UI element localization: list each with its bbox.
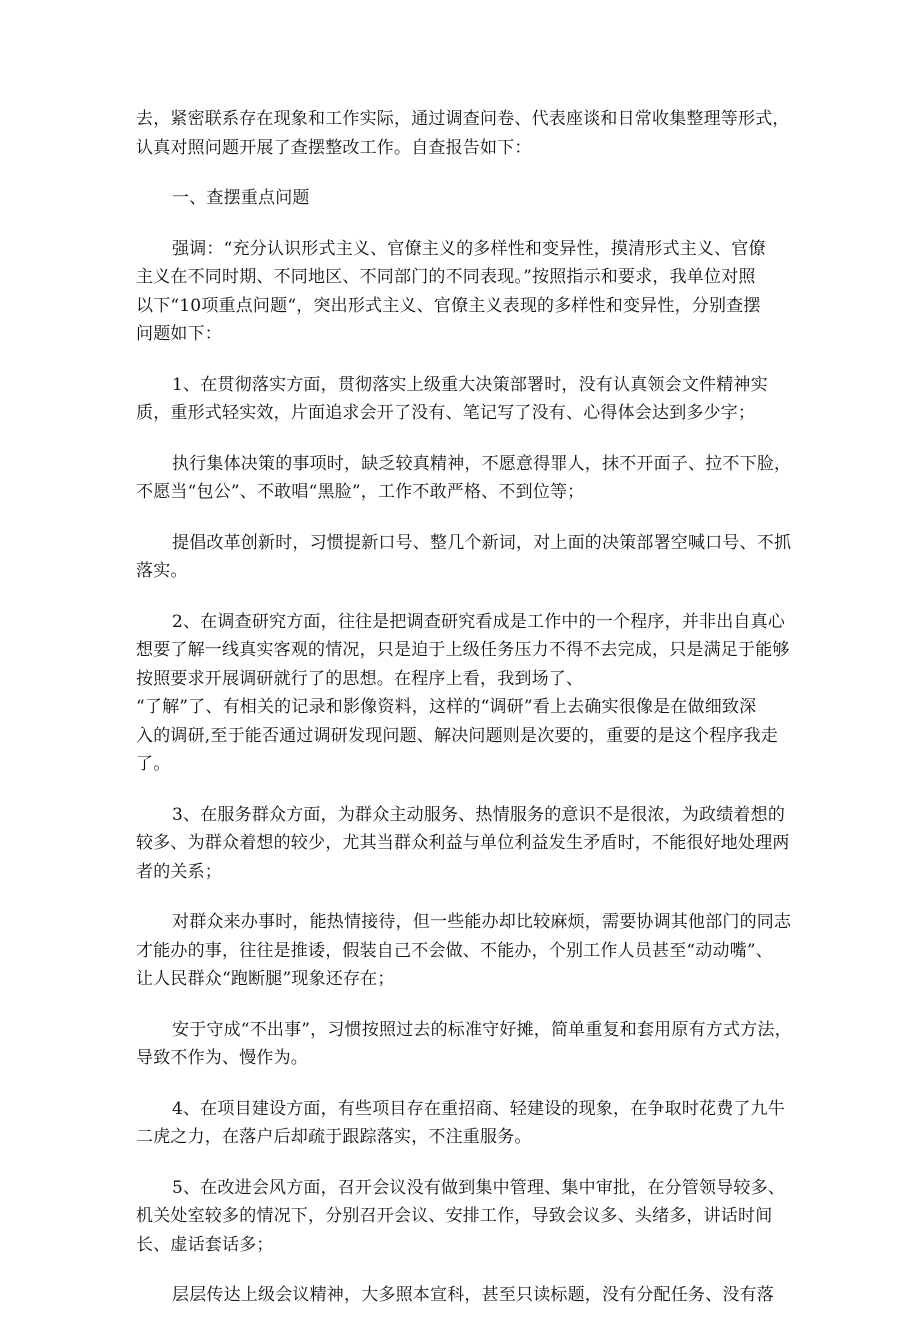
text-line: 3、在服务群众方面，为群众主动服务、热情服务的意识不是很浓，为政绩着想的	[172, 804, 786, 825]
text-line: 4、在项目建设方面，有些项目存在重招商、轻建设的现象，在争取时花费了九牛	[172, 1098, 786, 1119]
text-line: “了解”了、有相关的记录和影像资料，这样的“调研”看上去确实很像是在做细致深	[136, 697, 757, 717]
text-line: 者的关系；	[136, 861, 222, 882]
text-line: 认真对照问题开展了查摆整改工作。自查报告如下：	[136, 137, 532, 158]
document-page	[136, 105, 796, 1332]
text-line: 强调：“充分认识形式主义、官僚主义的多样性和变异性，摸清形式主义、官僚	[172, 238, 766, 259]
text-line: 落实。	[136, 561, 188, 581]
item-5-b-paragraph	[136, 1281, 796, 1310]
section-heading	[136, 184, 796, 213]
text-line: 入的调研,至于能否通过调研发现问题、解决问题则是次要的，重要的是这个程序我走	[136, 725, 779, 746]
item-1-paragraph	[136, 371, 796, 428]
item-3-paragraph	[136, 801, 796, 887]
text-line: 2、在调查研究方面，往往是把调查研究看成是工作中的一个程序，并非出自真心	[172, 611, 786, 632]
item-2-paragraph	[136, 608, 796, 779]
intro-paragraph	[136, 105, 796, 162]
text-line: 问题如下：	[136, 324, 222, 344]
item-5-paragraph	[136, 1174, 796, 1260]
item-1-b-paragraph	[136, 450, 796, 507]
item-1-c-paragraph	[136, 529, 796, 586]
item-4-paragraph	[136, 1095, 796, 1152]
text-line: 了。	[136, 754, 171, 774]
text-line: 安于守成“不出事”，习惯按照过去的标准守好摊，简单重复和套用原有方式方法，	[172, 1019, 792, 1040]
text-line: 较多、为群众着想的较少，尤其当群众利益与单位利益发生矛盾时，不能很好地处理两	[136, 833, 790, 853]
text-line: 以下“10项重点问题“，突出形式主义、官僚主义表现的多样性和变异性，分别查摆	[136, 295, 761, 316]
emphasis-paragraph	[136, 235, 796, 349]
text-line: 机关处室较多的情况下，分别召开会议、安排工作，导致会议多、头绪多，讲话时间	[136, 1206, 773, 1226]
text-line: 二虎之力，在落户后却疏于跟踪落实，不注重服务。	[136, 1127, 532, 1147]
text-line: 对群众来办事时，能热情接待，但一些能办却比较麻烦，需要协调其他部门的同志	[172, 912, 792, 932]
text-line: 让人民群众“跑断腿”现象还存在；	[136, 969, 395, 989]
text-line: 才能办的事，往往是推诿，假装自己不会做、不能办，个别工作人员甚至“动动嘴”、	[136, 940, 773, 961]
text-line: 主义在不同时期、不同地区、不同部门的不同表现。”按照指示和要求，我单位对照	[136, 267, 756, 287]
text-line: 不愿当“包公”、不敢唱“黑脸”，工作不敢严格、不到位等；	[136, 482, 585, 502]
text-line: 1、在贯彻落实方面，贯彻落实上级重大决策部署时，没有认真领会文件精神实	[172, 374, 768, 395]
text-line: 执行集体决策的事项时，缺乏较真精神，不愿意得罪人，抹不开面子、拉不下脸，	[172, 453, 792, 474]
item-3-c-paragraph	[136, 1016, 796, 1073]
text-line: 质，重形式轻实效，片面追求会开了没有、笔记写了没有、心得体会达到多少字；	[136, 403, 756, 423]
text-line: 想要了解一线真实客观的情况，只是迫于上级任务压力不得不去完成，只是满足于能够	[136, 640, 790, 660]
item-3-b-paragraph	[136, 908, 796, 994]
text-line: 长、虚话套话多；	[136, 1234, 274, 1255]
text-line: 提倡改革创新时，习惯提新口号、整几个新词，对上面的决策部署空喊口号、不抓	[172, 532, 792, 553]
text-line: 按照要求开展调研就行了的思想。在程序上看，我到场了、	[136, 668, 584, 689]
text-line: 5、在改进会风方面，召开会议没有做到集中管理、集中审批，在分管领导较多、	[172, 1177, 786, 1198]
heading-line: 一、查摆重点问题	[172, 188, 310, 208]
text-line: 去，紧密联系存在现象和工作实际，通过调查问卷、代表座谈和日常收集整理等形式，	[136, 109, 790, 129]
text-line: 层层传达上级会议精神，大多照本宣科，甚至只读标题，没有分配任务、没有落	[172, 1285, 774, 1305]
text-line: 导致不作为、慢作为。	[136, 1048, 308, 1068]
